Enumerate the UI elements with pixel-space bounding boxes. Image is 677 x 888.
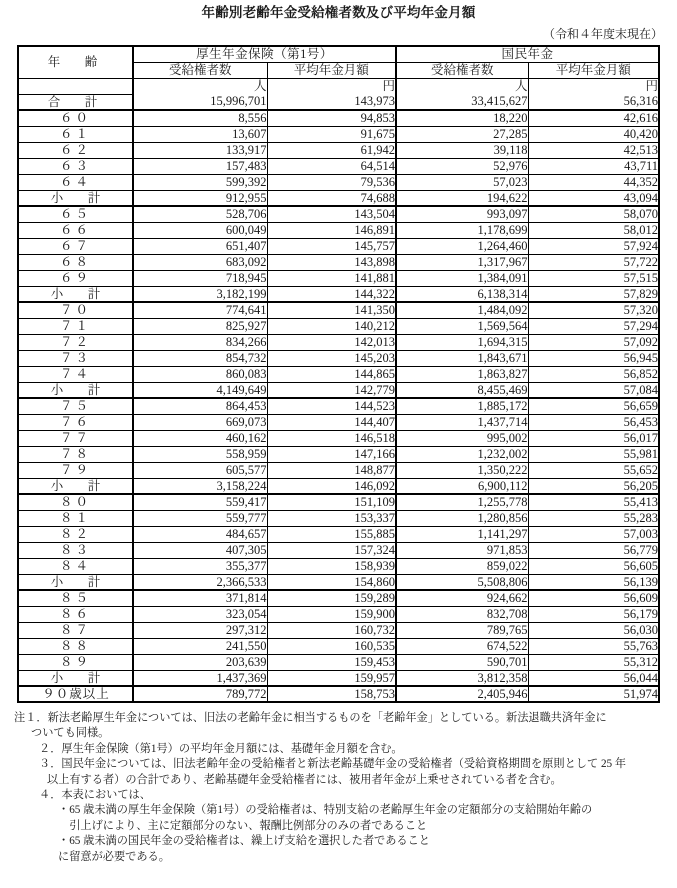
cell-kosei-average: 159,453 xyxy=(267,654,396,670)
cell-kosei-average: 144,523 xyxy=(267,398,396,414)
cell-age-label: ６９ xyxy=(18,270,133,286)
table-row xyxy=(18,558,659,574)
cell-kokumin-average: 56,030 xyxy=(528,622,659,638)
cell-age-label: ７７ xyxy=(18,430,133,446)
cell-age-label: 小 計 xyxy=(18,286,133,302)
table-row-subtotal xyxy=(18,286,659,302)
table-row xyxy=(18,430,659,446)
table-row-subtotal xyxy=(18,670,659,686)
cell-kokumin-average: 57,515 xyxy=(528,270,659,286)
cell-kosei-count: 355,377 xyxy=(133,558,267,574)
cell-kokumin-count: 1,350,222 xyxy=(396,462,528,478)
cell-kosei-count: 297,312 xyxy=(133,622,267,638)
table-row xyxy=(18,494,659,510)
cell-kosei-count: 669,073 xyxy=(133,414,267,430)
cell-kosei-average: 148,877 xyxy=(267,462,396,478)
table-row xyxy=(18,350,659,366)
cell-kosei-average: 144,865 xyxy=(267,366,396,382)
cell-kokumin-average: 56,609 xyxy=(528,590,659,606)
footnote-line: ついても同様。 xyxy=(31,727,110,740)
cell-age-label: ７１ xyxy=(18,318,133,334)
cell-kosei-average: 158,753 xyxy=(267,686,396,702)
as-of-date-note: （令和４年度末現在） xyxy=(542,27,663,41)
cell-kokumin-average: 56,659 xyxy=(528,398,659,414)
cell-kosei-average: 155,885 xyxy=(267,526,396,542)
cell-kosei-count: 3,158,224 xyxy=(133,478,267,494)
cell-kokumin-count: 1,694,315 xyxy=(396,334,528,350)
cell-kosei-count: 528,706 xyxy=(133,206,267,222)
cell-kokumin-count: 924,662 xyxy=(396,590,528,606)
cell-kokumin-average: 56,779 xyxy=(528,542,659,558)
cell-kokumin-average: 42,513 xyxy=(528,142,659,158)
cell-kosei-count: 834,266 xyxy=(133,334,267,350)
table-row xyxy=(18,110,659,126)
cell-age-label: ６５ xyxy=(18,206,133,222)
cell-kosei-average: 159,289 xyxy=(267,590,396,606)
units-age-blank xyxy=(18,78,133,94)
cell-age-label: ８７ xyxy=(18,622,133,638)
cell-kosei-count: 854,732 xyxy=(133,350,267,366)
cell-kokumin-average: 56,179 xyxy=(528,606,659,622)
cell-age-label: ８４ xyxy=(18,558,133,574)
cell-kosei-count: 912,955 xyxy=(133,190,267,206)
cell-kosei-count: 683,092 xyxy=(133,254,267,270)
cell-kokumin-count: 590,701 xyxy=(396,654,528,670)
cell-kosei-count: 13,607 xyxy=(133,126,267,142)
cell-age-label: ７５ xyxy=(18,398,133,414)
cell-kokumin-count: 674,522 xyxy=(396,638,528,654)
cell-kokumin-average: 56,453 xyxy=(528,414,659,430)
cell-kosei-average: 142,013 xyxy=(267,334,396,350)
table-row xyxy=(18,334,659,350)
cell-kosei-average: 160,732 xyxy=(267,622,396,638)
cell-kosei-average: 146,092 xyxy=(267,478,396,494)
cell-kosei-count: 605,577 xyxy=(133,462,267,478)
table-row xyxy=(18,510,659,526)
cell-kosei-average: 144,407 xyxy=(267,414,396,430)
cell-kosei-count: 4,149,649 xyxy=(133,382,267,398)
footnote-line: ・65 歳未満の厚生年金保険（第1号）の受給権者は、特別支給の老齢厚生年金の定額部分の支給開始年齢の xyxy=(58,804,593,817)
table-row xyxy=(18,254,659,270)
cell-kokumin-average: 55,981 xyxy=(528,446,659,462)
cell-kosei-count: 789,772 xyxy=(133,686,267,702)
cell-kosei-count: 558,959 xyxy=(133,446,267,462)
cell-age-label: ７０ xyxy=(18,302,133,318)
cell-kokumin-average: 56,205 xyxy=(528,478,659,494)
units-kokumin-average: 円 xyxy=(528,78,659,94)
cell-kokumin-count: 1,141,297 xyxy=(396,526,528,542)
cell-kosei-count: 241,550 xyxy=(133,638,267,654)
cell-kosei-count: 133,917 xyxy=(133,142,267,158)
cell-kokumin-count: 1,437,714 xyxy=(396,414,528,430)
cell-age-label: ８８ xyxy=(18,638,133,654)
cell-kosei-average: 74,688 xyxy=(267,190,396,206)
table-row xyxy=(18,318,659,334)
cell-kosei-count: 651,407 xyxy=(133,238,267,254)
table-row xyxy=(18,270,659,286)
table-row xyxy=(18,654,659,670)
cell-kosei-count: 157,483 xyxy=(133,158,267,174)
cell-kokumin-count: 39,118 xyxy=(396,142,528,158)
units-kokumin-count: 人 xyxy=(396,78,528,94)
cell-kosei-average: 141,881 xyxy=(267,270,396,286)
table-row-over90 xyxy=(18,686,659,702)
cell-age-label: ７４ xyxy=(18,366,133,382)
cell-kokumin-average: 56,852 xyxy=(528,366,659,382)
footnote-line: 以上有する者）の合計であり、老齢基礎年金受給権者には、被用者年金が上乗せされている者を含む。 xyxy=(47,773,562,786)
cell-kokumin-average: 57,092 xyxy=(528,334,659,350)
table-row xyxy=(18,622,659,638)
table-row xyxy=(18,366,659,382)
cell-age-label: ８９ xyxy=(18,654,133,670)
cell-age-label: ８３ xyxy=(18,542,133,558)
cell-kokumin-average: 58,012 xyxy=(528,222,659,238)
cell-kosei-average: 140,212 xyxy=(267,318,396,334)
cell-kosei-count: 2,366,533 xyxy=(133,574,267,590)
column-header-kosei-average: 平均年金月額 xyxy=(267,62,396,78)
cell-kosei-count: 864,453 xyxy=(133,398,267,414)
cell-kosei-count: 323,054 xyxy=(133,606,267,622)
cell-age-label: 小 計 xyxy=(18,670,133,686)
cell-total-kokumin-count: 33,415,627 xyxy=(396,94,528,110)
cell-kokumin-average: 56,017 xyxy=(528,430,659,446)
cell-kokumin-count: 971,853 xyxy=(396,542,528,558)
cell-kokumin-count: 3,812,358 xyxy=(396,670,528,686)
cell-age-label: ６２ xyxy=(18,142,133,158)
cell-kokumin-count: 832,708 xyxy=(396,606,528,622)
cell-kokumin-count: 57,023 xyxy=(396,174,528,190)
table-row xyxy=(18,142,659,158)
cell-kokumin-count: 18,220 xyxy=(396,110,528,126)
cell-age-label: 小 計 xyxy=(18,574,133,590)
cell-kosei-average: 153,337 xyxy=(267,510,396,526)
cell-total-kosei-count: 15,996,701 xyxy=(133,94,267,110)
cell-age-label: ６８ xyxy=(18,254,133,270)
cell-kokumin-count: 789,765 xyxy=(396,622,528,638)
cell-kokumin-count: 995,002 xyxy=(396,430,528,446)
table-row xyxy=(18,606,659,622)
column-header-kokumin-count: 受給権者数 xyxy=(396,62,528,78)
cell-kokumin-count: 1,232,002 xyxy=(396,446,528,462)
cell-kokumin-average: 57,722 xyxy=(528,254,659,270)
cell-kosei-average: 158,939 xyxy=(267,558,396,574)
cell-kosei-count: 460,162 xyxy=(133,430,267,446)
footnotes xyxy=(0,703,677,865)
cell-kosei-average: 154,860 xyxy=(267,574,396,590)
cell-kosei-count: 860,083 xyxy=(133,366,267,382)
cell-kosei-average: 146,891 xyxy=(267,222,396,238)
cell-kokumin-count: 5,508,806 xyxy=(396,574,528,590)
cell-kosei-count: 774,641 xyxy=(133,302,267,318)
cell-age-label: ７９ xyxy=(18,462,133,478)
table-row xyxy=(18,174,659,190)
cell-kosei-count: 8,556 xyxy=(133,110,267,126)
cell-kokumin-count: 6,900,112 xyxy=(396,478,528,494)
cell-kosei-average: 147,166 xyxy=(267,446,396,462)
column-header-kokumin-average: 平均年金月額 xyxy=(528,62,659,78)
table-row xyxy=(18,590,659,606)
cell-kokumin-count: 1,264,460 xyxy=(396,238,528,254)
table-row xyxy=(18,542,659,558)
cell-kokumin-average: 55,763 xyxy=(528,638,659,654)
cell-kokumin-count: 52,976 xyxy=(396,158,528,174)
cell-kosei-average: 145,757 xyxy=(267,238,396,254)
table-row xyxy=(18,446,659,462)
table-header xyxy=(18,46,659,78)
cell-kokumin-average: 55,312 xyxy=(528,654,659,670)
cell-kosei-average: 64,514 xyxy=(267,158,396,174)
column-header-kosei-count: 受給権者数 xyxy=(133,62,267,78)
cell-age-label: ６６ xyxy=(18,222,133,238)
cell-kosei-average: 79,536 xyxy=(267,174,396,190)
cell-kokumin-average: 55,652 xyxy=(528,462,659,478)
cell-kosei-average: 143,504 xyxy=(267,206,396,222)
cell-total-kokumin-average: 56,316 xyxy=(528,94,659,110)
cell-total-kosei-average: 143,973 xyxy=(267,94,396,110)
cell-kokumin-average: 42,616 xyxy=(528,110,659,126)
cell-kosei-count: 600,049 xyxy=(133,222,267,238)
cell-kokumin-average: 57,924 xyxy=(528,238,659,254)
cell-kokumin-count: 1,885,172 xyxy=(396,398,528,414)
cell-age-label: ６４ xyxy=(18,174,133,190)
cell-kokumin-count: 1,317,967 xyxy=(396,254,528,270)
cell-age-label: ８２ xyxy=(18,526,133,542)
cell-kosei-average: 61,942 xyxy=(267,142,396,158)
cell-kosei-average: 94,853 xyxy=(267,110,396,126)
cell-kokumin-count: 859,022 xyxy=(396,558,528,574)
table-row xyxy=(18,398,659,414)
cell-age-label: ８５ xyxy=(18,590,133,606)
table-row xyxy=(18,158,659,174)
cell-age-label: 小 計 xyxy=(18,190,133,206)
cell-kokumin-count: 993,097 xyxy=(396,206,528,222)
cell-age-label: ６７ xyxy=(18,238,133,254)
column-header-age: 年 齢 xyxy=(18,46,133,78)
cell-kosei-average: 142,779 xyxy=(267,382,396,398)
cell-kokumin-average: 55,283 xyxy=(528,510,659,526)
cell-kosei-count: 371,814 xyxy=(133,590,267,606)
cell-age-label: ６０ xyxy=(18,110,133,126)
table-row-subtotal xyxy=(18,190,659,206)
table-body xyxy=(18,78,659,702)
cell-kokumin-count: 1,280,856 xyxy=(396,510,528,526)
cell-kokumin-count: 6,138,314 xyxy=(396,286,528,302)
cell-kokumin-average: 43,094 xyxy=(528,190,659,206)
table-row xyxy=(18,526,659,542)
cell-kosei-average: 159,957 xyxy=(267,670,396,686)
cell-kosei-average: 143,898 xyxy=(267,254,396,270)
cell-kokumin-count: 1,863,827 xyxy=(396,366,528,382)
footnote-line: ２．厚生年金保険（第1号）の平均年金月額には、基礎年金月額を含む。 xyxy=(39,742,403,755)
cell-kokumin-count: 1,384,091 xyxy=(396,270,528,286)
cell-age-label: ７８ xyxy=(18,446,133,462)
header-row-groups xyxy=(18,46,659,62)
cell-kosei-count: 203,639 xyxy=(133,654,267,670)
cell-age-label: ６３ xyxy=(18,158,133,174)
cell-kosei-average: 141,350 xyxy=(267,302,396,318)
cell-age-label: 小 計 xyxy=(18,478,133,494)
cell-age-label: ７３ xyxy=(18,350,133,366)
cell-kokumin-average: 40,420 xyxy=(528,126,659,142)
cell-kokumin-average: 43,711 xyxy=(528,158,659,174)
cell-kosei-average: 151,109 xyxy=(267,494,396,510)
cell-kosei-average: 159,900 xyxy=(267,606,396,622)
cell-kokumin-average: 56,605 xyxy=(528,558,659,574)
cell-age-label: ８０ xyxy=(18,494,133,510)
table-row xyxy=(18,414,659,430)
table-row-subtotal xyxy=(18,478,659,494)
table-row xyxy=(18,302,659,318)
cell-age-label: ７６ xyxy=(18,414,133,430)
cell-kosei-count: 559,777 xyxy=(133,510,267,526)
cell-kokumin-average: 57,003 xyxy=(528,526,659,542)
cell-kosei-count: 825,927 xyxy=(133,318,267,334)
cell-kokumin-average: 56,139 xyxy=(528,574,659,590)
cell-kosei-count: 484,657 xyxy=(133,526,267,542)
cell-kokumin-average: 57,294 xyxy=(528,318,659,334)
cell-kokumin-count: 8,455,469 xyxy=(396,382,528,398)
cell-kokumin-average: 57,320 xyxy=(528,302,659,318)
units-row xyxy=(18,78,659,94)
cell-kokumin-count: 194,622 xyxy=(396,190,528,206)
footnote-line: 注１．新法老齢厚生年金については、旧法の老齢年金に相当するものを「老齢年金」としている。新法退職共済年金に xyxy=(14,712,607,724)
cell-kokumin-count: 1,569,564 xyxy=(396,318,528,334)
cell-kosei-average: 144,322 xyxy=(267,286,396,302)
cell-kosei-average: 160,535 xyxy=(267,638,396,654)
cell-age-label: 小 計 xyxy=(18,382,133,398)
cell-age-label: ９０歳以上 xyxy=(18,686,133,702)
footnote-line: ・65 歳未満の国民年金の受給権者は、繰上げ支給を選択した者であること xyxy=(58,835,430,848)
cell-age-label: ７２ xyxy=(18,334,133,350)
cell-kokumin-count: 1,255,778 xyxy=(396,494,528,510)
cell-kosei-count: 599,392 xyxy=(133,174,267,190)
cell-age-label: ６１ xyxy=(18,126,133,142)
table-row-total xyxy=(18,94,659,110)
cell-kokumin-average: 56,044 xyxy=(528,670,659,686)
footnote-line: ４．本表においては、 xyxy=(39,789,151,802)
cell-kokumin-count: 2,405,946 xyxy=(396,686,528,702)
cell-kosei-average: 91,675 xyxy=(267,126,396,142)
table-row-subtotal xyxy=(18,574,659,590)
pension-table-container xyxy=(0,45,677,703)
table-row xyxy=(18,126,659,142)
cell-kokumin-count: 1,484,092 xyxy=(396,302,528,318)
cell-kosei-count: 1,437,369 xyxy=(133,670,267,686)
cell-kokumin-count: 27,285 xyxy=(396,126,528,142)
cell-age-label: ８６ xyxy=(18,606,133,622)
footnote-line: に留意が必要である。 xyxy=(58,850,170,863)
cell-kosei-average: 146,518 xyxy=(267,430,396,446)
cell-kosei-count: 3,182,199 xyxy=(133,286,267,302)
row-label-total: 合 計 xyxy=(18,94,133,110)
cell-kokumin-count: 1,178,699 xyxy=(396,222,528,238)
group-header-kokumin: 国民年金 xyxy=(396,46,659,62)
cell-kosei-average: 157,324 xyxy=(267,542,396,558)
cell-kosei-count: 407,305 xyxy=(133,542,267,558)
cell-kokumin-average: 57,829 xyxy=(528,286,659,302)
table-row xyxy=(18,206,659,222)
table-row xyxy=(18,638,659,654)
cell-kokumin-average: 56,945 xyxy=(528,350,659,366)
footnote-line: 引上げにより、主に定額部分のない、報酬比例部分のみの者であること xyxy=(58,819,428,832)
group-header-kosei: 厚生年金保険（第1号） xyxy=(133,46,396,62)
table-row xyxy=(18,462,659,478)
cell-kokumin-average: 55,413 xyxy=(528,494,659,510)
table-row xyxy=(18,238,659,254)
cell-kokumin-average: 51,974 xyxy=(528,686,659,702)
units-kosei-count: 人 xyxy=(133,78,267,94)
page-title: 年齢別老齢年金受給権者数及び平均年金月額 xyxy=(201,5,476,20)
cell-kokumin-average: 44,352 xyxy=(528,174,659,190)
cell-kokumin-average: 57,084 xyxy=(528,382,659,398)
cell-kosei-average: 145,203 xyxy=(267,350,396,366)
cell-kosei-count: 559,417 xyxy=(133,494,267,510)
pension-statistics-table xyxy=(17,45,660,703)
cell-kokumin-average: 58,070 xyxy=(528,206,659,222)
cell-kosei-count: 718,945 xyxy=(133,270,267,286)
table-row xyxy=(18,222,659,238)
units-kosei-average: 円 xyxy=(267,78,396,94)
cell-age-label: ８１ xyxy=(18,510,133,526)
footnote-line: ３．国民年金については、旧法老齢年金の受給権者と新法老齢基礎年金の受給権者（受給資格期間を原則として 25 年 xyxy=(39,758,627,771)
cell-kokumin-count: 1,843,671 xyxy=(396,350,528,366)
table-row-subtotal xyxy=(18,382,659,398)
